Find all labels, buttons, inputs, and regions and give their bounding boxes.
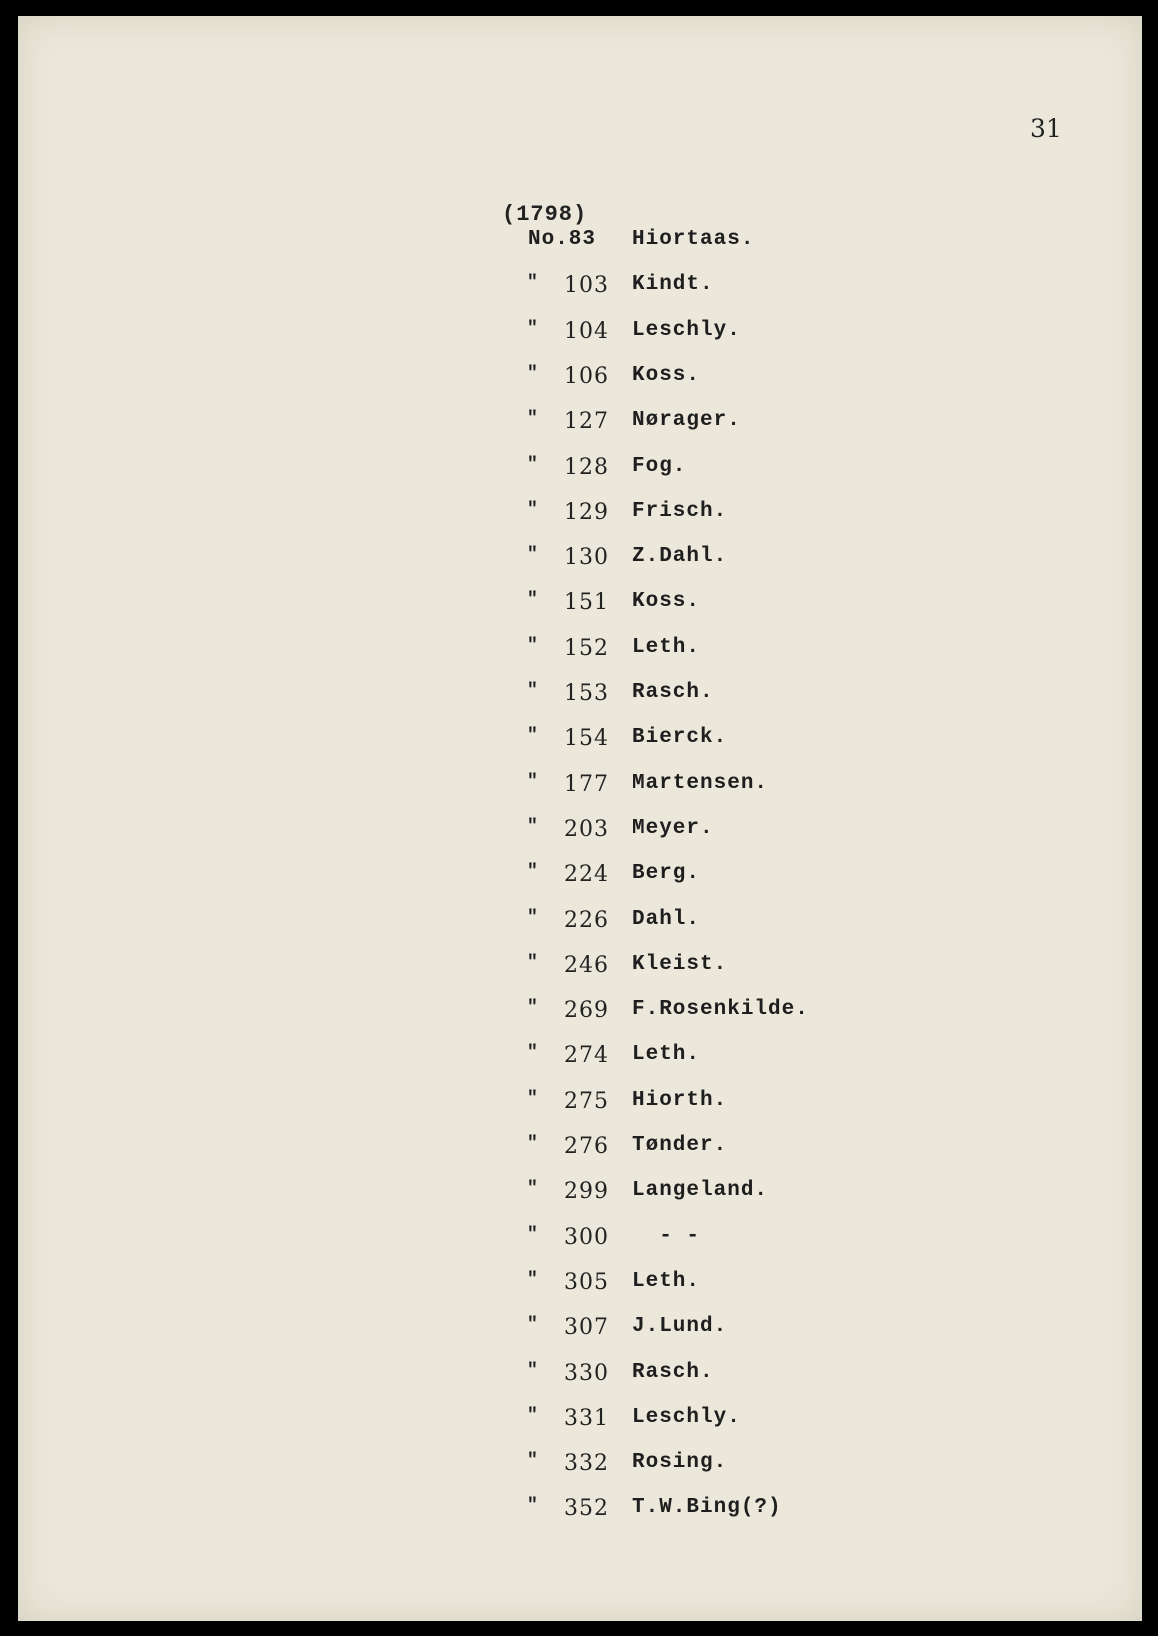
entry-number: 269 xyxy=(564,998,609,1024)
entry-name: Meyer. xyxy=(632,816,714,840)
entry-number: 154 xyxy=(564,726,609,752)
entry-number: 151 xyxy=(564,590,609,616)
ditto-mark: " xyxy=(527,1088,539,1109)
ditto-mark: " xyxy=(527,318,539,339)
entry-name: Z.Dahl. xyxy=(632,545,728,569)
entry-number: 246 xyxy=(564,952,609,978)
entry-number: 104 xyxy=(564,318,609,344)
entry-name: Rasch. xyxy=(632,1360,714,1384)
entry-number: 224 xyxy=(564,862,609,888)
ditto-mark: " xyxy=(527,1315,539,1336)
entry-name: T.W.Bing(?) xyxy=(632,1496,782,1520)
ditto-mark: " xyxy=(527,499,539,520)
ditto-mark: " xyxy=(527,1405,539,1426)
entry-name: Langeland. xyxy=(632,1179,769,1203)
entry-number: 130 xyxy=(564,545,609,571)
entry-number: 299 xyxy=(564,1179,609,1205)
entry-number: 226 xyxy=(564,907,609,933)
entry-name: Nørager. xyxy=(632,409,741,433)
entry-name: Fog. xyxy=(632,454,687,478)
entry-prefix: No.83 xyxy=(528,228,597,251)
ditto-mark: " xyxy=(527,681,539,701)
entry-number: 332 xyxy=(564,1451,609,1477)
entry-number: 307 xyxy=(564,1315,609,1341)
entry-name: Dahl. xyxy=(632,907,701,931)
ditto-mark: " xyxy=(527,1496,539,1517)
entry-name: Rosing. xyxy=(632,1451,728,1475)
entry-number: 152 xyxy=(564,635,609,661)
ditto-mark: " xyxy=(527,1224,539,1245)
ditto-mark: " xyxy=(527,1043,539,1064)
entry-number: 276 xyxy=(564,1134,609,1159)
ditto-mark: " xyxy=(527,1269,539,1290)
watermark-stamp xyxy=(308,96,528,1596)
entry-name: Leth. xyxy=(632,1269,701,1293)
ditto-mark: " xyxy=(527,273,539,294)
entry-name: Koss. xyxy=(632,590,701,614)
entry-name: Leschly. xyxy=(632,318,741,342)
entry-name: Leschly. xyxy=(632,1405,741,1429)
entry-name: Leth. xyxy=(632,1043,701,1067)
ditto-mark: " xyxy=(527,816,539,837)
entry-name: Berg. xyxy=(632,862,701,886)
ditto-mark: " xyxy=(527,862,539,883)
ditto-mark: " xyxy=(527,363,539,384)
entry-name: Kleist. xyxy=(632,952,728,976)
entry-name: Koss. xyxy=(632,363,701,387)
entry-number: 331 xyxy=(564,1405,609,1431)
entry-name: Rasch. xyxy=(632,681,714,704)
entry-number: 128 xyxy=(564,454,609,480)
entry-number: 153 xyxy=(564,681,609,706)
entry-name: Leth. xyxy=(632,635,701,659)
ditto-mark: " xyxy=(527,545,539,566)
ditto-mark: " xyxy=(527,409,539,430)
entry-number: 103 xyxy=(564,273,609,299)
entry-number: 305 xyxy=(564,1269,609,1295)
entry-number: 330 xyxy=(564,1360,609,1386)
ditto-mark: " xyxy=(527,590,539,611)
entry-name: Frisch. xyxy=(632,499,728,523)
entry-number: 177 xyxy=(564,771,609,797)
ditto-mark: " xyxy=(527,771,539,792)
entry-name: Tønder. xyxy=(632,1134,728,1157)
ditto-mark: " xyxy=(527,1134,539,1154)
ditto-mark: " xyxy=(527,952,539,973)
entry-number: 129 xyxy=(564,499,609,525)
entry-number: 203 xyxy=(564,816,609,842)
ditto-mark: " xyxy=(527,1179,539,1200)
ditto-mark: " xyxy=(527,998,539,1019)
entry-name: Hiorth. xyxy=(632,1088,728,1112)
entry-number: 106 xyxy=(564,363,609,389)
ditto-mark: " xyxy=(527,635,539,656)
entry-number: 127 xyxy=(564,409,609,435)
entry-name: F.Rosenkilde. xyxy=(632,998,809,1022)
entry-number: 275 xyxy=(564,1088,609,1114)
ditto-mark: " xyxy=(527,1360,539,1381)
entry-number: 352 xyxy=(564,1496,609,1522)
entry-number: 274 xyxy=(564,1043,609,1069)
entry-name: Kindt. xyxy=(632,273,714,297)
year-heading: (1798) xyxy=(502,202,588,227)
ditto-mark: " xyxy=(527,726,539,747)
document-page xyxy=(18,16,1142,1621)
entry-name: J.Lund. xyxy=(632,1315,728,1339)
entry-name: - - xyxy=(632,1224,701,1248)
ditto-mark: " xyxy=(527,907,539,928)
entry-name: Hiortaas. xyxy=(632,228,755,251)
entry-name: Bierck. xyxy=(632,726,728,750)
entry-number: 300 xyxy=(564,1224,609,1250)
entry-name: Martensen. xyxy=(632,771,769,795)
page-number: 31 xyxy=(1030,114,1062,143)
ditto-mark: " xyxy=(527,1451,539,1472)
ditto-mark: " xyxy=(527,454,539,475)
